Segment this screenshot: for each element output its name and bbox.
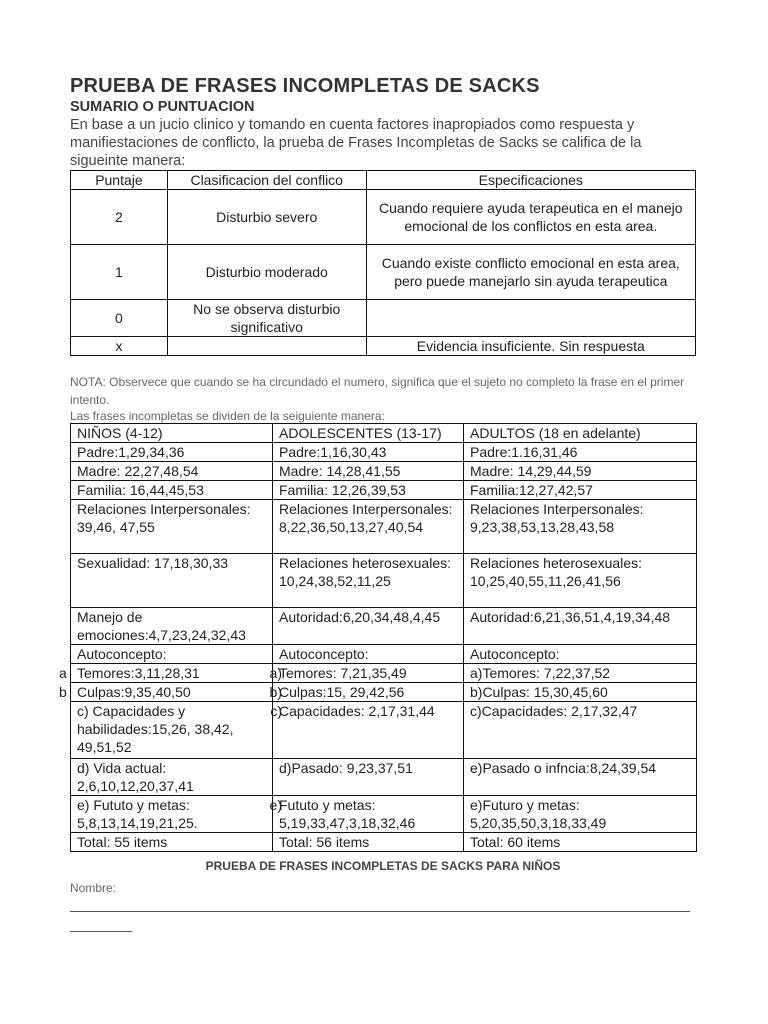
table-cell: Manejo de emociones:4,7,23,24,32,43 xyxy=(71,608,273,645)
classification-cell: Disturbio severo xyxy=(167,190,366,245)
table-row xyxy=(71,500,697,554)
table-row xyxy=(71,645,697,664)
section-subtitle: SUMARIO O PUNTUACION xyxy=(70,99,255,115)
table-row xyxy=(71,833,697,852)
table-cell: e)Futuro y metas: 5,20,35,50,3,18,33,49 xyxy=(464,796,697,833)
table-cell: Sexualidad: 17,18,30,33 xyxy=(71,554,273,608)
table-cell: Relaciones heterosexuales: 10,24,38,52,11,25 xyxy=(273,554,464,608)
table-cell: a)Temores: 7,22,37,52 xyxy=(464,664,697,683)
header-cell: Puntaje xyxy=(71,171,168,190)
table-cell: Autoconcepto: xyxy=(71,645,273,664)
table-cell: d)Pasado: 9,23,37,51 xyxy=(273,759,464,796)
spec-cell xyxy=(366,300,695,337)
header-cell: ADOLESCENTES (13-17) xyxy=(273,424,464,443)
table-cell: Familia:12,27,42,57 xyxy=(464,481,697,500)
table-cell: Padre:1.16,31,46 xyxy=(464,443,697,462)
table-cell xyxy=(71,796,282,833)
score-cell: 0 xyxy=(71,300,168,337)
table-cell: Padre:1,29,34,36 xyxy=(71,443,273,462)
category-table-header xyxy=(71,424,697,443)
table-row xyxy=(71,702,697,759)
table-cell: Temores: 7,21,35,49 xyxy=(273,664,464,683)
table-cell: Autoridad:6,21,36,51,4,19,34,48 xyxy=(464,608,697,645)
table-cell: Padre:1,16,30,43 xyxy=(273,443,464,462)
table-cell: e)Pasado o infncia:8,24,39,54 xyxy=(464,759,697,796)
table-cell: Relaciones Interpersonales: 9,23,38,53,13,28,43,58 xyxy=(464,500,697,554)
table-row xyxy=(71,462,697,481)
spec-cell: Cuando existe conflicto emocional en esta area, pero puede manejarlo sin ayuda terapeutica xyxy=(366,245,695,300)
table-row xyxy=(71,683,697,702)
header-cell: Especificaciones xyxy=(366,171,695,190)
score-cell: 1 xyxy=(71,245,168,300)
footer-title: PRUEBA DE FRASES INCOMPLETAS DE SACKS PARA NIÑOS xyxy=(205,859,561,873)
table-cell: Culpas:15, 29,42,56 xyxy=(273,683,464,702)
score-table xyxy=(70,170,696,356)
nombre-label: Nombre: xyxy=(70,881,117,895)
table-cell: Relaciones Interpersonales: 8,22,36,50,13,27,40,54 xyxy=(273,500,464,554)
table-cell: Fututo y metas: 5,19,33,47,3,18,32,46 xyxy=(273,796,464,833)
document-title: PRUEBA DE FRASES INCOMPLETAS DE SACKS xyxy=(70,75,540,97)
table-cell: c)Capacidades: 2,17,32,47 xyxy=(464,702,697,759)
name-line-continuation xyxy=(70,930,132,932)
header-cell: Clasificacion del conflico xyxy=(167,171,366,190)
classification-cell xyxy=(167,337,366,356)
table-row xyxy=(71,796,697,833)
list-marker: b xyxy=(59,684,67,700)
table-row xyxy=(71,481,697,500)
table-row xyxy=(71,608,697,645)
spec-cell: Evidencia insuficiente. Sin respuesta xyxy=(366,337,695,356)
table-cell: Capacidades: 2,17,31,44 xyxy=(273,702,464,759)
spec-cell: Cuando requiere ayuda terapeutica en el manejo emocional de los conflictos en esta area. xyxy=(366,190,695,245)
cell-text: Culpas:9,35,40,50 xyxy=(77,684,191,700)
document-page xyxy=(59,74,696,932)
table-cell: Familia: 16,44,45,53 xyxy=(71,481,273,500)
table-cell: Relaciones heterosexuales: 10,25,40,55,11,26,41,56 xyxy=(464,554,697,608)
table-cell: Familia: 12,26,39,53 xyxy=(273,481,464,500)
total-cell: Total: 55 items xyxy=(71,833,273,852)
score-cell: 2 xyxy=(71,190,168,245)
table-cell: Madre: 14,28,41,55 xyxy=(273,462,464,481)
table-cell: Madre: 22,27,48,54 xyxy=(71,462,273,481)
list-marker: a xyxy=(59,665,67,681)
table-cell: Relaciones Interpersonales: 39,46, 47,55 xyxy=(71,500,273,554)
table-row xyxy=(71,443,697,462)
table-row xyxy=(71,664,697,683)
table-row xyxy=(71,554,697,608)
cell-text: c) Capacidades y habilidades:15,26, 38,42, 49,51,52 xyxy=(77,703,234,755)
list-marker: b) xyxy=(269,684,282,700)
score-cell: x xyxy=(71,337,168,356)
intro-paragraph: En base a un jucio clinico y tomando en cuenta factores inapropiados como respuesta y manifiestaciones de conflicto, la prueba de Frases Incompletas de Sacks se califica de la sigueinte manera: xyxy=(70,117,642,169)
category-table xyxy=(59,423,697,852)
total-cell: Total: 56 items xyxy=(273,833,464,852)
classification-cell: Disturbio moderado xyxy=(167,245,366,300)
name-line xyxy=(70,910,690,912)
cell-text: e) Fututo y metas: 5,8,13,14,19,21,25. xyxy=(77,797,198,831)
table-cell: d) Vida actual: 2,6,10,12,20,37,41 xyxy=(71,759,273,796)
header-cell: NIÑOS (4-12) xyxy=(71,424,273,443)
cell-text: Temores:3,11,28,31 xyxy=(77,665,200,681)
total-cell: Total: 60 items xyxy=(464,833,697,852)
table-cell xyxy=(59,664,282,683)
table-row xyxy=(71,337,696,356)
table-cell xyxy=(71,702,282,759)
list-marker: c) xyxy=(270,703,282,719)
list-marker: a) xyxy=(269,665,282,681)
note-text: NOTA: Observece que cuando se ha circundado el numero, significa que el sujeto no completo la frase en el primer intento. xyxy=(70,375,685,407)
table-cell: Madre: 14,29,44,59 xyxy=(464,462,697,481)
header-cell: ADULTOS (18 en adelante) xyxy=(464,424,697,443)
table-cell: Autoconcepto: xyxy=(273,645,464,664)
table-row xyxy=(71,759,697,796)
list-marker: e) xyxy=(269,797,282,813)
table-row xyxy=(71,300,696,337)
division-note: Las frases incompletas se dividen de la seiguiente manera: xyxy=(70,409,385,423)
table-cell: b)Culpas: 15,30,45,60 xyxy=(464,683,697,702)
classification-cell: No se observa disturbio significativo xyxy=(167,300,366,337)
table-row xyxy=(71,245,696,300)
table-cell xyxy=(59,683,282,702)
table-row xyxy=(71,190,696,245)
table-cell: Autoridad:6,20,34,48,4,45 xyxy=(273,608,464,645)
score-table-header xyxy=(71,171,696,190)
table-cell: Autoconcepto: xyxy=(464,645,697,664)
